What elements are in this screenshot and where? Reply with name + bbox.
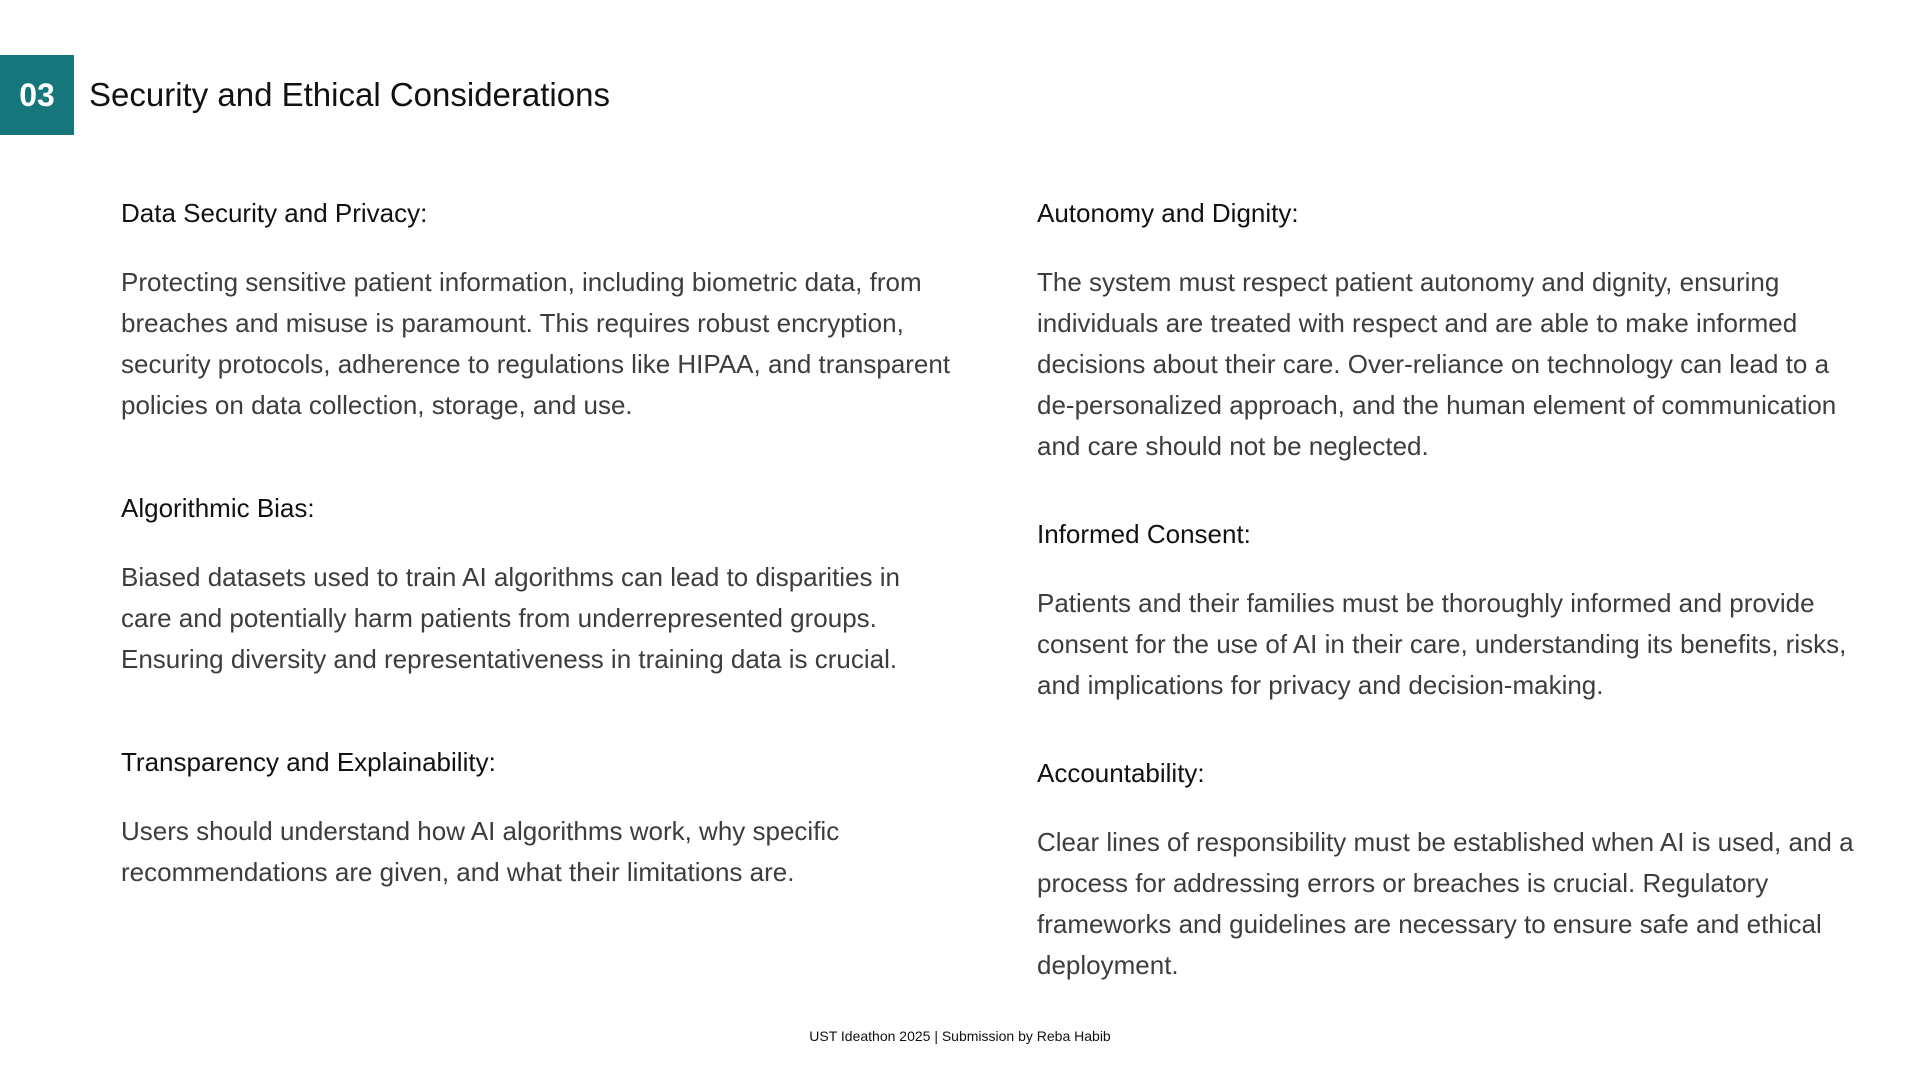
section-body: Patients and their families must be thoroughly informed and provide consent for the use of AI in their care, understanding its benefits, risks, and implications for privacy and decision-making. bbox=[1037, 588, 1847, 700]
section-heading: Transparency and Explainability: bbox=[121, 747, 496, 777]
section-heading: Algorithmic Bias: bbox=[121, 493, 315, 523]
section-informed-consent bbox=[1037, 517, 1867, 706]
section-heading: Autonomy and Dignity: bbox=[1037, 198, 1299, 228]
section-algorithmic-bias bbox=[121, 491, 951, 680]
section-body: Biased datasets used to train AI algorithms can lead to disparities in care and potentially harm patients from underrepresented groups. Ensuring diversity and representativeness in training data is crucial. bbox=[121, 562, 900, 674]
section-body: Users should understand how AI algorithms work, why specific recommendations are given, and what their limitations are. bbox=[121, 816, 840, 887]
slide-header bbox=[0, 55, 610, 135]
section-heading: Informed Consent: bbox=[1037, 519, 1251, 549]
section-data-security bbox=[121, 196, 951, 426]
section-body: Protecting sensitive patient information, including biometric data, from breaches and misuse is paramount. This requires robust encryption, security protocols, adherence to regulations like HIPAA, and transparent policies on data collection, storage, and use. bbox=[121, 267, 951, 420]
section-transparency bbox=[121, 745, 951, 893]
section-body: The system must respect patient autonomy and dignity, ensuring individuals are treated with respect and are able to make informed decisions about their care. Over-reliance on technology can lead to a de-personalized approach, and the human element of communication and care should not be neglected. bbox=[1037, 267, 1837, 461]
footer-credit: UST Ideathon 2025 | Submission by Reba Habib bbox=[809, 1028, 1111, 1044]
section-autonomy bbox=[1037, 196, 1867, 467]
section-heading: Accountability: bbox=[1037, 758, 1205, 788]
section-number-badge: 03 bbox=[0, 55, 74, 135]
section-accountability bbox=[1037, 756, 1867, 986]
section-heading: Data Security and Privacy: bbox=[121, 198, 428, 228]
section-body: Clear lines of responsibility must be established when AI is used, and a process for addressing errors or breaches is crucial. Regulatory frameworks and guidelines are necessary to ensure safe and ethical deployment. bbox=[1037, 827, 1854, 980]
page-title: Security and Ethical Considerations bbox=[89, 76, 610, 113]
